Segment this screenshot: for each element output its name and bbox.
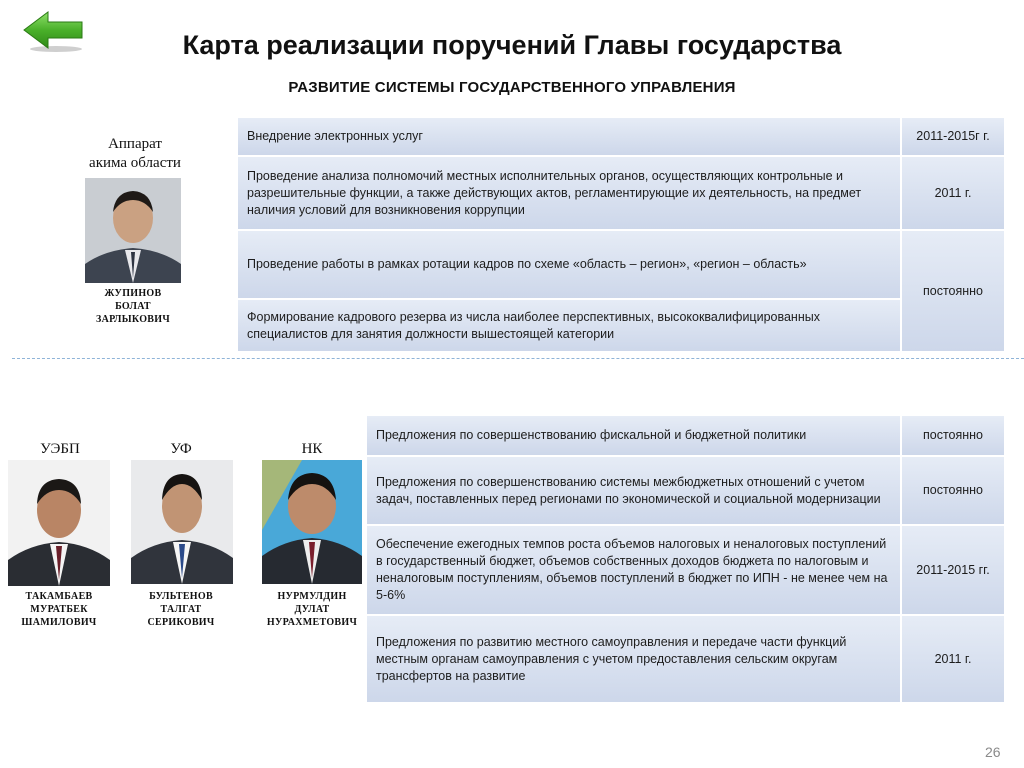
table-row: [238, 300, 1004, 351]
person-name-line: МУРАТБЕК: [30, 604, 88, 615]
page-subtitle: РАЗВИТИЕ СИСТЕМЫ ГОСУДАРСТВЕННОГО УПРАВЛЕНИЯ: [288, 79, 736, 96]
page-title: Карта реализации поручений Главы государства: [182, 30, 842, 60]
table-row: [238, 231, 1004, 298]
table-row: [367, 416, 1004, 455]
org-label-line: акима области: [89, 155, 181, 171]
org-label-uf: УФ: [170, 441, 192, 457]
task-cell: Внедрение электронных услуг: [238, 118, 900, 155]
tasks-table-top: [236, 116, 1006, 353]
tasks-table-bottom: [365, 414, 1006, 704]
task-cell: Предложения по совершенствованию системы межбюджетных отношений с учетом задач, поставленных перед регионами по экономической и социальной модернизации: [367, 457, 900, 524]
person-name-line: БОЛАТ: [115, 301, 151, 312]
term-cell: 2011 г.: [902, 157, 1004, 229]
person-photo: [85, 178, 181, 283]
section-divider: [12, 358, 1024, 359]
person-name-line: ДУЛАТ: [294, 604, 330, 615]
task-cell: Предложения по совершенствованию фискальной и бюджетной политики: [367, 416, 900, 455]
org-label-uebp: УЭБП: [40, 441, 80, 457]
person-name-bultenov: [122, 590, 240, 629]
person-name-line: ЗАРЛЫКОВИЧ: [96, 314, 170, 325]
term-cell: 2011-2015 гг.: [902, 526, 1004, 614]
page-number: 26: [985, 744, 1001, 760]
person-name-line: ТАКАМБАЕВ: [25, 591, 93, 602]
org-label-line: Аппарат: [108, 136, 162, 152]
person-photo: [262, 460, 362, 584]
person-name-line: НУРМУЛДИН: [277, 591, 347, 602]
task-cell: Проведение анализа полномочий местных исполнительных органов, осуществляющих контрольные и разрешительные функции, а также действующих актов, регламентирующие их деятельность, на предмет наличия условий для возникновения коррупции: [238, 157, 900, 229]
person-photo: [131, 460, 233, 584]
person-name-line: ШАМИЛОВИЧ: [21, 617, 97, 628]
person-name-zhupinov: [70, 287, 196, 326]
person-photo: [8, 460, 110, 586]
person-name-line: НУРАХМЕТОВИЧ: [266, 617, 358, 628]
task-cell: Обеспечение ежегодных темпов роста объемов налоговых и неналоговых поступлений в государственный бюджет, объемов собственных доходов бюджета по налоговым и неналоговым поступлениям, объемов поступлений в бюджет по ИПН - не менее чем на 5-6%: [367, 526, 900, 614]
table-row: [367, 457, 1004, 524]
task-cell: Формирование кадрового резерва из числа наиболее перспективных, высококвалифицированных специалистов для занятия должности вышестоящей категории: [238, 300, 900, 351]
term-cell: 2011-2015г г.: [902, 118, 1004, 155]
person-name-line: ЖУПИНОВ: [104, 288, 162, 299]
table-row: [238, 118, 1004, 155]
person-name-line: ТАЛГАТ: [160, 604, 202, 615]
table-row: [238, 157, 1004, 229]
person-name-takambaev: [0, 590, 118, 629]
org-label-nk: НК: [301, 441, 323, 457]
term-cell: 2011 г.: [902, 616, 1004, 702]
table-row: [367, 526, 1004, 614]
task-cell: Проведение работы в рамках ротации кадров по схеме «область – регион», «регион – область»: [238, 231, 900, 298]
person-name-line: СЕРИКОВИЧ: [147, 617, 215, 628]
term-cell: постоянно: [902, 457, 1004, 524]
term-cell: постоянно: [902, 416, 1004, 455]
person-name-nurmuldin: [252, 590, 372, 629]
table-row: [367, 616, 1004, 702]
org-label-akimat: [60, 135, 210, 173]
person-name-line: БУЛЬТЕНОВ: [149, 591, 213, 602]
task-cell: Предложения по развитию местного самоуправления и передаче части функций местным органам самоуправления с учетом предоставления сельским округам трансфертов на развитие: [367, 616, 900, 702]
term-cell: постоянно: [902, 231, 1004, 351]
